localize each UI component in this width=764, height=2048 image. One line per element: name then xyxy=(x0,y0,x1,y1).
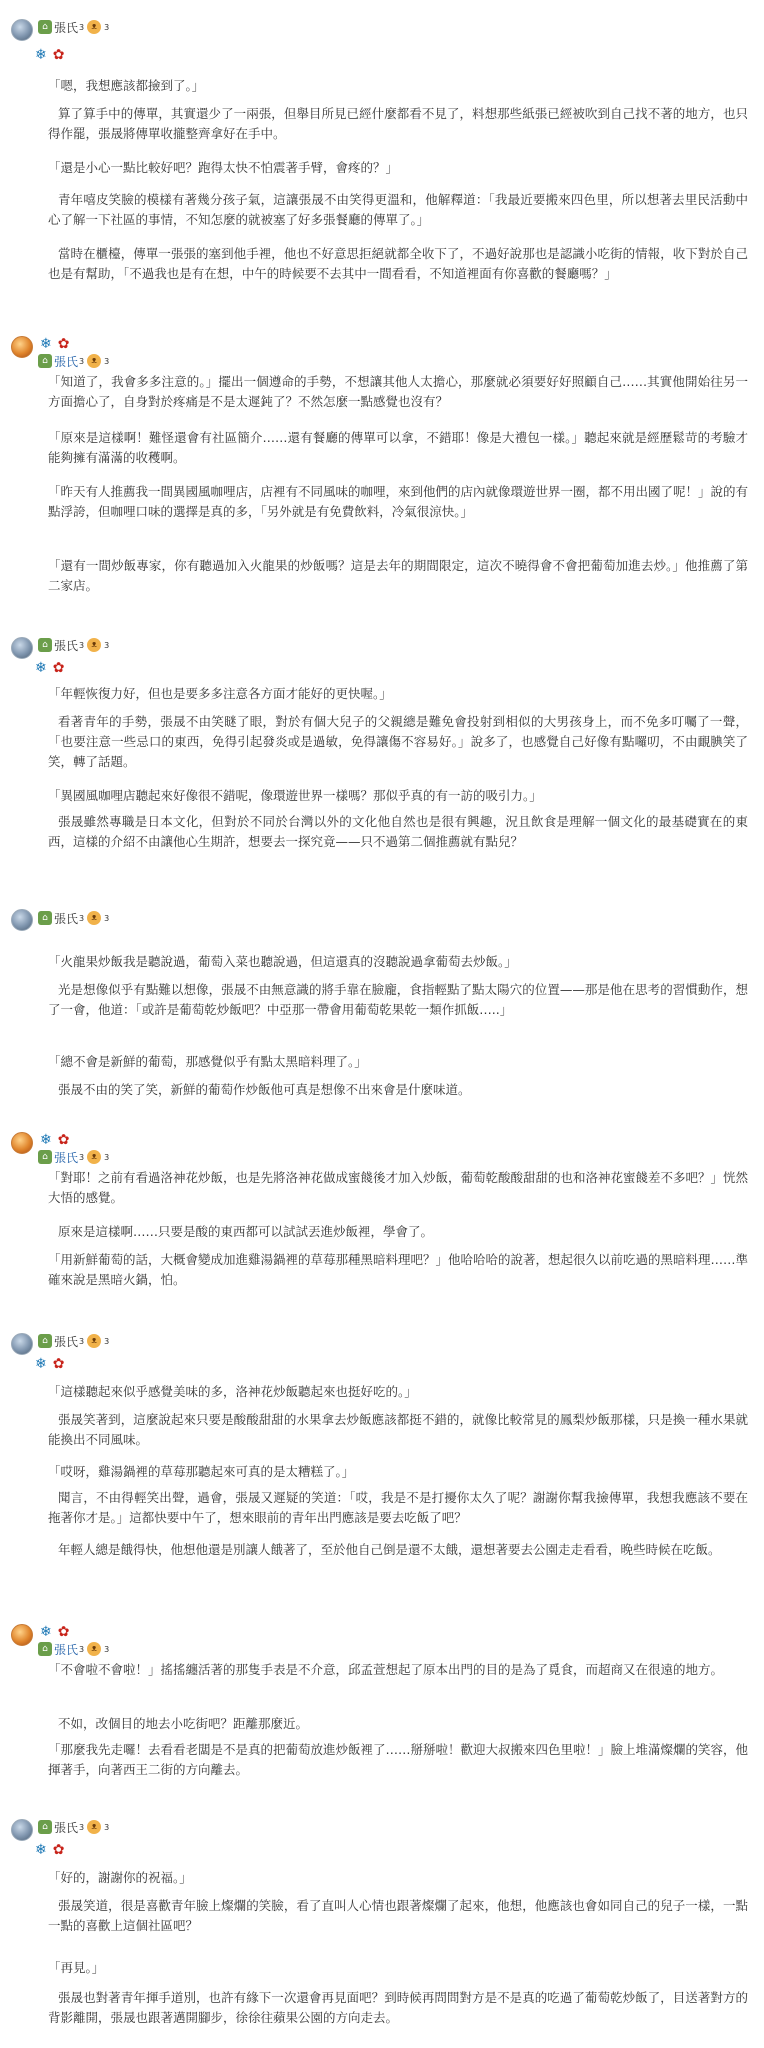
user-level: 3 xyxy=(104,913,110,923)
avatar[interactable] xyxy=(11,1333,33,1355)
snowflake-icon: ❄ xyxy=(35,1842,47,1858)
post-paragraph: 「這樣聽起來似乎感覺美味的多，洛神花炒飯聽起來也挺好吃的。」 xyxy=(48,1384,417,1399)
post-paragraph: 「原來是這樣啊！難怪還會有社區簡介……還有餐廳的傳單可以拿，不錯耶！像是大禮包一樣。」聽起來就是經歷鬆苛的考驗才能夠擁有滿滿的收穫啊。 xyxy=(48,430,748,465)
user-level: 3 xyxy=(79,1644,85,1654)
post-paragraph: 「用新鮮葡萄的話，大概會變成加進雞湯鍋裡的草莓那種黑暗料理吧？」他哈哈哈的說著，想起很久以前吃過的黑暗料理……準確來說是黑暗火鍋，怕。 xyxy=(48,1252,749,1287)
user-info-line xyxy=(38,1640,112,1658)
cat-icon: ᴥ xyxy=(87,20,101,34)
post-paragraph: 「還有一間炒飯專家，你有聽過加入火龍果的炒飯嗎？這是去年的期間限定，這次不曉得會不會把葡萄加進去炒。」他推薦了第二家店。 xyxy=(48,558,748,593)
user-level: 3 xyxy=(79,640,85,650)
home-icon: ⌂ xyxy=(38,911,52,925)
username[interactable]: 張氏 xyxy=(54,911,79,926)
post-paragraph: 張晟雖然專職是日本文化，但對於不同於台灣以外的文化他自然也是很有興趣，況且飲食是理解一個文化的最基礎實在的東西，這樣的介紹不由讓他心生期許，想要去一探究竟——只不過第二個推薦就有點兒？ xyxy=(48,814,748,849)
post-paragraph: 「年輕恢復力好，但也是要多多注意各方面才能好的更快喔。」 xyxy=(48,686,392,701)
badge-row xyxy=(35,1356,64,1372)
post-paragraph: 不如，改個目的地去小吃街吧？距離那麼近。 xyxy=(58,1716,309,1731)
snowflake-icon: ❄ xyxy=(35,660,47,676)
username[interactable]: 張氏 xyxy=(54,638,79,653)
avatar[interactable] xyxy=(11,1819,33,1841)
post-paragraph: 張晟笑著到，這麼說起來只要是酸酸甜甜的水果拿去炒飯應該都挺不錯的，就像比較常見的鳳梨炒飯那樣，只是換一種水果就能換出不同風味。 xyxy=(48,1412,748,1447)
username[interactable]: 張氏 xyxy=(54,20,79,35)
username[interactable]: 張氏 xyxy=(54,1334,79,1349)
post-paragraph: 「不會啦不會啦！」搖搖纏活著的那隻手表是不介意，邱孟萱想起了原本出門的目的是為了覓食，而超商又在很遠的地方。 xyxy=(48,1662,724,1677)
user-level: 3 xyxy=(79,913,85,923)
user-info-line xyxy=(38,1148,112,1166)
user-level: 3 xyxy=(79,1822,85,1832)
home-icon: ⌂ xyxy=(38,354,52,368)
avatar[interactable] xyxy=(11,637,33,659)
username[interactable]: 張氏 xyxy=(54,1150,79,1165)
user-level: 3 xyxy=(104,1336,110,1346)
username[interactable]: 張氏 xyxy=(54,1642,79,1657)
flower-icon: ✿ xyxy=(52,1356,65,1372)
post-paragraph: 「那麼我先走囉！去看看老闆是不是真的把葡萄放進炒飯裡了……掰掰啦！歡迎大叔搬來四色里啦！」臉上堆滿燦爛的笑容，他揮著手，向著西王二街的方向離去。 xyxy=(48,1742,749,1777)
post-paragraph: 青年嘻皮笑臉的模樣有著幾分孩子氣，這讓張晟不由笑得更溫和，他解釋道：「我最近要搬來四色里，所以想著去里民活動中心了解一下社區的事情，不知怎麼的就被塞了好多張餐廳的傳單了。」 xyxy=(48,192,748,227)
post-paragraph: 算了算手中的傳單，其實還少了一兩張，但舉目所見已經什麼都看不見了，料想那些紙張已經被吹到自己找不著的地方，也只得作罷，張晟將傳單收攏整齊拿好在手中。 xyxy=(48,106,748,141)
post-paragraph: 張晟笑道，很是喜歡青年臉上燦爛的笑臉，看了直叫人心情也跟著燦爛了起來，他想，他應該也會如同自己的兒子一樣，一點一點的喜歡上這個社區吧？ xyxy=(48,1898,748,1933)
flower-icon: ✿ xyxy=(57,336,70,352)
post-paragraph: 聞言，不由得輕笑出聲，過會，張晟又遲疑的笑道：「哎，我是不是打擾你太久了呢？謝謝你幫我撿傳單，我想我應該不要在拖著你才是。」這都快要中午了，想來眼前的青年出門應該是要去吃飯了吧？ xyxy=(48,1490,748,1525)
post-paragraph: 年輕人總是餓得快，他想他還是別讓人餓著了，至於他自己倒是還不太餓，還想著要去公園走走看看，晚些時候在吃飯。 xyxy=(58,1542,721,1557)
flower-icon: ✿ xyxy=(52,1842,65,1858)
post-paragraph: 「再見。」 xyxy=(48,1960,105,1975)
post-paragraph: 「總不會是新鮮的葡萄，那感覺似乎有點太黑暗料理了。」 xyxy=(48,1054,367,1069)
badge-row xyxy=(35,47,64,63)
home-icon: ⌂ xyxy=(38,1820,52,1834)
post-paragraph: 「火龍果炒飯我是聽說過，葡萄入菜也聽說過，但這還真的沒聽說過拿葡萄去炒飯。」 xyxy=(48,954,517,969)
post-paragraph: 張晟也對著青年揮手道別，也許有緣下一次還會再見面吧？到時候再問問對方是不是真的吃過了葡萄乾炒飯了，目送著對方的背影離開，張晟也跟著邁開腳步，徐徐往蘋果公園的方向走去。 xyxy=(48,1990,748,2025)
post-paragraph: 看著青年的手勢，張晟不由笑瞇了眼，對於有個大兒子的父親總是難免會投射到相似的大男孩身上，而不免多叮囑了一聲，「也要注意一些忌口的東西，免得引起發炎或是過敏，免得讓傷不容易好。」說多了，也感覺自己好像有點囉叨，不由靦腆笑了笑，轉了話題。 xyxy=(48,714,748,769)
flower-icon: ✿ xyxy=(52,660,65,676)
avatar[interactable] xyxy=(11,909,33,931)
post-paragraph: 「嗯，我想應該都撿到了。」 xyxy=(48,78,205,93)
cat-icon: ᴥ xyxy=(87,354,101,368)
post-paragraph: 張晟不由的笑了笑，新鮮的葡萄作炒飯他可真是想像不出來會是什麼味道。 xyxy=(58,1082,471,1097)
badge-row xyxy=(40,1132,69,1148)
flower-icon: ✿ xyxy=(57,1132,70,1148)
snowflake-icon: ❄ xyxy=(35,1356,47,1372)
cat-icon: ᴥ xyxy=(87,638,101,652)
avatar[interactable] xyxy=(11,19,33,41)
user-level: 3 xyxy=(104,1644,110,1654)
home-icon: ⌂ xyxy=(38,638,52,652)
user-info-line xyxy=(38,909,112,927)
badge-row xyxy=(35,1842,64,1858)
flower-icon: ✿ xyxy=(52,47,65,63)
cat-icon: ᴥ xyxy=(87,1642,101,1656)
user-level: 3 xyxy=(104,22,110,32)
badge-row xyxy=(35,660,64,676)
badge-row xyxy=(40,336,69,352)
post-paragraph: 光是想像似乎有點難以想像，張晟不由無意識的將手靠在臉龐，食指輕點了點太陽穴的位置——那是他在思考的習慣動作，想了一會，他道：「或許是葡萄乾炒飯吧？中亞那一帶會用葡萄乾果乾一類作抓飯…..」 xyxy=(48,982,748,1017)
snowflake-icon: ❄ xyxy=(40,1624,52,1640)
post-paragraph: 原來是這樣啊……只要是酸的東西都可以試試丟進炒飯裡，學會了。 xyxy=(58,1224,434,1239)
user-info-line xyxy=(38,18,112,36)
snowflake-icon: ❄ xyxy=(40,336,52,352)
user-level: 3 xyxy=(104,1822,110,1832)
user-info-line xyxy=(38,1818,112,1836)
flower-icon: ✿ xyxy=(57,1624,70,1640)
user-level: 3 xyxy=(79,22,85,32)
snowflake-icon: ❄ xyxy=(35,47,47,63)
cat-icon: ᴥ xyxy=(87,1820,101,1834)
avatar[interactable] xyxy=(11,336,33,358)
user-level: 3 xyxy=(104,640,110,650)
user-info-line xyxy=(38,352,112,370)
user-level: 3 xyxy=(79,1336,85,1346)
user-level: 3 xyxy=(104,1152,110,1162)
cat-icon: ᴥ xyxy=(87,1334,101,1348)
home-icon: ⌂ xyxy=(38,20,52,34)
post-paragraph: 「異國風咖哩店聽起來好像很不錯呢，像環遊世界一樣嗎？那似乎真的有一訪的吸引力。」 xyxy=(48,788,542,803)
user-level: 3 xyxy=(79,1152,85,1162)
home-icon: ⌂ xyxy=(38,1150,52,1164)
home-icon: ⌂ xyxy=(38,1334,52,1348)
user-info-line xyxy=(38,1332,112,1350)
user-info-line xyxy=(38,636,112,654)
post-paragraph: 當時在櫃檯，傳單一張張的塞到他手裡，他也不好意思拒絕就都全收下了，不過好說那也是認識小吃街的情報，收下對於自己也是有幫助，「不過我也是有在想，中午的時候要不去其中一間看看，不知道裡面有你喜歡的餐廳嗎？」 xyxy=(48,246,748,281)
username[interactable]: 張氏 xyxy=(54,1820,79,1835)
snowflake-icon: ❄ xyxy=(40,1132,52,1148)
cat-icon: ᴥ xyxy=(87,911,101,925)
post-paragraph: 「好的，謝謝你的祝福。」 xyxy=(48,1870,192,1885)
post-paragraph: 「哎呀，雞湯鍋裡的草莓那聽起來可真的是太糟糕了。」 xyxy=(48,1464,355,1479)
post-paragraph: 「對耶！之前有看過洛神花炒飯，也是先將洛神花做成蜜餞後才加入炒飯，葡萄乾酸酸甜甜的也和洛神花蜜餞差不多吧？」恍然大悟的感覺。 xyxy=(48,1170,749,1205)
avatar[interactable] xyxy=(11,1624,33,1646)
badge-row xyxy=(40,1624,69,1640)
user-level: 3 xyxy=(79,356,85,366)
avatar[interactable] xyxy=(11,1132,33,1154)
cat-icon: ᴥ xyxy=(87,1150,101,1164)
username[interactable]: 張氏 xyxy=(54,354,79,369)
user-level: 3 xyxy=(104,356,110,366)
post-paragraph: 「還是小心一點比較好吧？跑得太快不怕震著手臂，會疼的？」 xyxy=(48,160,399,175)
post-paragraph: 「昨天有人推薦我一間異國風咖哩店，店裡有不同風味的咖哩，來到他們的店內就像環遊世界一圈，都不用出國了呢！」說的有點浮誇，但咖哩口味的選擇是真的多，「另外就是有免費飲料，冷氣很涼快。」 xyxy=(48,484,749,519)
home-icon: ⌂ xyxy=(38,1642,52,1656)
post-paragraph: 「知道了，我會多多注意的。」擺出一個遵命的手勢，不想讓其他人太擔心，那麼就必須要好好照顧自己……其實他開始往另一方面擔心了，自身對於疼痛是不是太遲鈍了？不然怎麼一點感覺也沒有？ xyxy=(48,374,748,409)
